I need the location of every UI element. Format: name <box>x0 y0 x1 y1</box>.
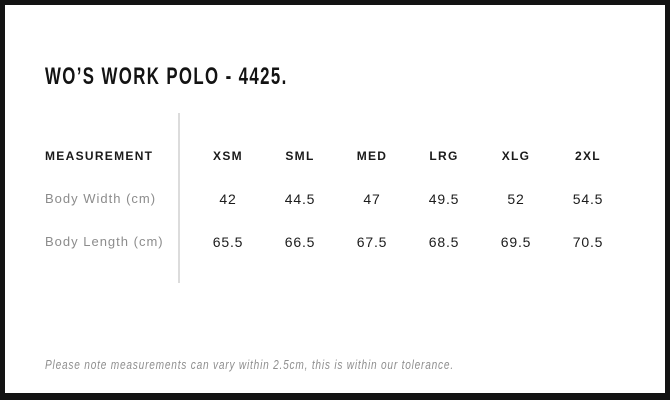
size-column-header-xlg: XLG <box>501 148 531 163</box>
size-chart-table <box>45 134 624 263</box>
body-width-xsm-value: 42 <box>219 190 237 207</box>
body-length-2xl-value: 70.5 <box>572 233 604 250</box>
size-column-header-lrg: LRG <box>429 148 459 163</box>
page-title: WO’S WORK POLO - 4425. <box>45 63 288 91</box>
body-length-xsm-value: 65.5 <box>212 233 244 250</box>
measurement-column-header: MEASUREMENT <box>45 148 154 163</box>
body-length-sml-value: 66.5 <box>284 233 316 250</box>
row-label-body-length: Body Length (cm) <box>45 234 164 249</box>
size-column-header-med: MED <box>356 148 388 163</box>
body-length-xlg-value: 69.5 <box>500 233 532 250</box>
body-length-lrg-value: 68.5 <box>428 233 460 250</box>
body-width-lrg-value: 49.5 <box>428 190 460 207</box>
body-width-xlg-value: 52 <box>507 190 525 207</box>
body-width-med-value: 47 <box>363 190 381 207</box>
body-width-sml-value: 44.5 <box>284 190 316 207</box>
tolerance-note: Please note measurements can vary within 2.5cm, this is within our tolerance. <box>45 357 454 372</box>
size-column-header-sml: SML <box>285 148 315 163</box>
row-label-body-width: Body Width (cm) <box>45 191 157 206</box>
body-width-2xl-value: 54.5 <box>572 190 604 207</box>
size-column-header-2xl: 2XL <box>575 148 601 163</box>
body-length-med-value: 67.5 <box>356 233 388 250</box>
size-column-header-xsm: XSM <box>213 148 243 163</box>
